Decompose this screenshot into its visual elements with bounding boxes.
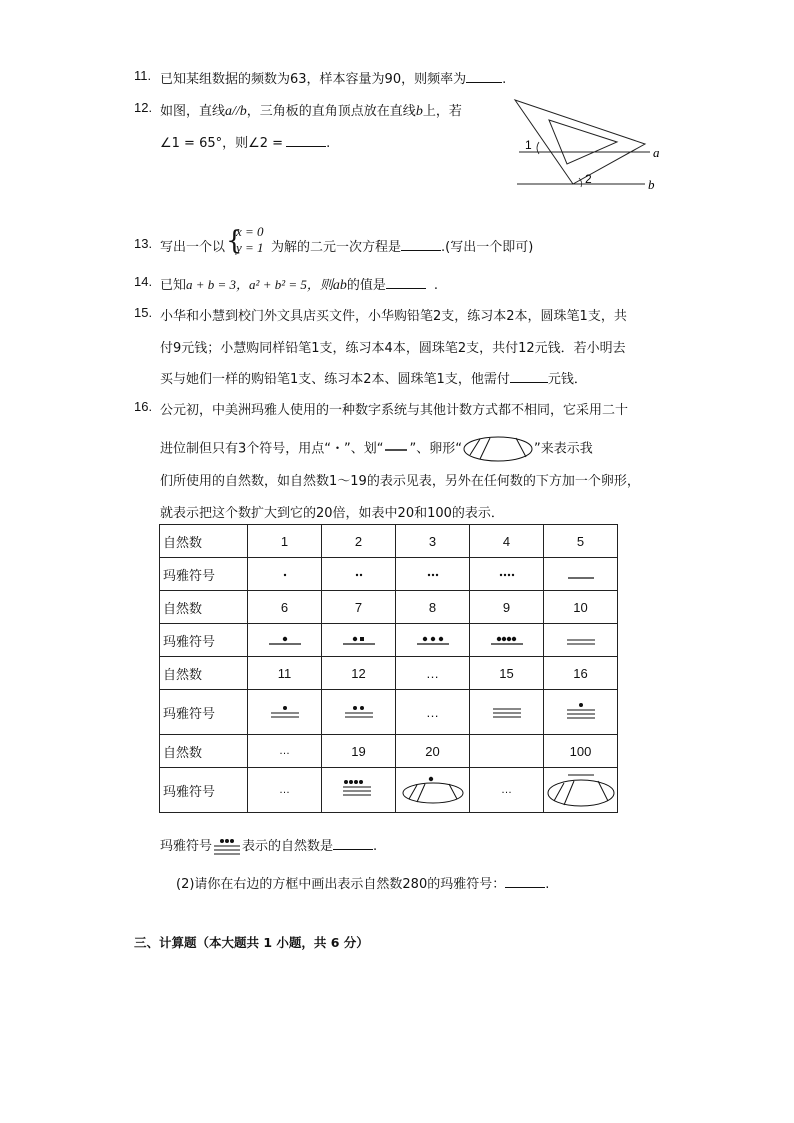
- q11-text: [160, 68, 506, 87]
- q16-sub2-text: (2)请你在右边的方框中画出表示自然数280的玛雅符号：: [176, 877, 506, 892]
- q16-line4: 就表示把这个数扩大到它的20倍，如表中20和100的表示．: [160, 506, 504, 521]
- label-a: a: [653, 145, 660, 160]
- maya-symbol-1: [248, 558, 322, 591]
- q13-rest: [271, 236, 533, 255]
- q14-var: ab: [332, 278, 347, 293]
- q14-answer-blank[interactable]: [386, 276, 426, 289]
- maya-query-symbol: [212, 838, 242, 856]
- q11-number: 11.: [134, 68, 152, 83]
- q16-line2-c: ”来表示我: [533, 441, 593, 457]
- maya-symbol-19: [322, 768, 396, 813]
- table-row: [160, 591, 618, 624]
- maya-symbol-15: [470, 690, 544, 735]
- row-label: 玛雅符号: [160, 624, 248, 657]
- maya-symbol-100: [544, 768, 618, 813]
- q11-stem: 已知某组数据的频数为63，样本容量为90，则频率为: [160, 72, 467, 87]
- table-cell: …: [396, 690, 470, 735]
- q13-number: 13.: [134, 236, 153, 251]
- q15-line1: 小华和小慧到校门外文具店买文件，小华购铅笔2支，练习本2本，圆珠笔1支，共: [160, 309, 627, 324]
- table-row: [160, 657, 618, 690]
- q16-number: 16.: [134, 399, 153, 414]
- table-cell: 7: [322, 591, 396, 624]
- q11-answer-blank[interactable]: [466, 70, 502, 83]
- table-cell: 1: [248, 525, 322, 558]
- maya-symbol-12: [322, 690, 396, 735]
- table-cell: 16: [544, 657, 618, 690]
- q14-number: 14.: [134, 274, 153, 289]
- q13-brace: {: [226, 226, 243, 256]
- table-cell: 10: [544, 591, 618, 624]
- maya-symbol-4: [470, 558, 544, 591]
- table-cell: 11: [248, 657, 322, 690]
- q16-sub1-b: 表示的自然数是: [242, 839, 334, 854]
- maya-symbol-10: [544, 624, 618, 657]
- table-cell: …: [470, 768, 544, 813]
- maya-symbol-8: [396, 624, 470, 657]
- q13-pre: 写出一个以: [160, 240, 226, 255]
- q16-sub1-blank[interactable]: [333, 837, 373, 850]
- q16-line1: 公元初，中美洲玛雅人使用的一种数字系统与其他计数方式都不相同，它采用二十: [160, 403, 629, 418]
- table-row: [160, 768, 618, 813]
- maya-bar-symbol: [383, 442, 409, 456]
- q15-number: 15.: [134, 305, 153, 320]
- table-cell: 6: [248, 591, 322, 624]
- row-label: 自然数: [160, 591, 248, 624]
- triangle-inner: [549, 120, 617, 164]
- maya-symbol-6: [248, 624, 322, 657]
- maya-symbol-3: [396, 558, 470, 591]
- table-cell: 20: [396, 735, 470, 768]
- maya-symbol-16: [544, 690, 618, 735]
- q12-end: .: [326, 136, 331, 151]
- q12-triangle-figure: [505, 92, 675, 192]
- q16-sub1: [160, 835, 377, 856]
- q12-text-a: 如图，直线: [160, 104, 226, 119]
- q13-eq1: x = 0: [236, 224, 264, 239]
- table-cell: 19: [322, 735, 396, 768]
- q12-line1: [160, 100, 462, 120]
- q13-post: 为解的二元一次方程是: [271, 240, 402, 255]
- table-cell: …: [396, 657, 470, 690]
- q12-text-c: 上，若: [422, 104, 462, 119]
- q16-line2-a: 进位制但只有3个符号，用点“・”、划“: [160, 441, 384, 457]
- q14-line: [160, 274, 438, 294]
- table-cell: 3: [396, 525, 470, 558]
- maya-shell-symbol: [462, 435, 534, 463]
- q15-line2: 付9元钱；小慧购同样铅笔1支，练习本4本，圆珠笔2支，共付12元钱．若小明去: [160, 341, 626, 356]
- q14-end: .: [433, 278, 439, 293]
- q15-line3-text: 买与她们一样的购铅笔1支、练习本2本、圆珠笔1支，他需付: [160, 372, 510, 387]
- row-label: 玛雅符号: [160, 768, 248, 813]
- triangle-outer: [515, 100, 645, 184]
- maya-symbol-7: [322, 624, 396, 657]
- row-label: 自然数: [160, 735, 248, 768]
- table-cell: 15: [470, 657, 544, 690]
- table-row: [160, 525, 618, 558]
- table-cell: 100: [544, 735, 618, 768]
- q11-end: .: [502, 72, 507, 87]
- q13-eq2: y = 1: [236, 240, 264, 255]
- maya-symbol-2: [322, 558, 396, 591]
- q15-line3: [160, 368, 587, 387]
- table-cell: 2: [322, 525, 396, 558]
- q16-sub1-end: .: [373, 839, 378, 854]
- q15-answer-blank[interactable]: [510, 370, 548, 383]
- q16-sub2-end: .: [545, 877, 550, 892]
- table-cell: …: [248, 735, 322, 768]
- q12-var-parallel: a//b: [225, 104, 247, 119]
- q13-line: [160, 236, 225, 255]
- label-b: b: [648, 177, 655, 192]
- q16-sub2-blank[interactable]: [505, 875, 545, 888]
- maya-table: [159, 524, 618, 813]
- table-row: [160, 624, 618, 657]
- q14-post: 的值是: [346, 278, 386, 293]
- q12-answer-blank[interactable]: [286, 134, 326, 147]
- q16-line2: [160, 435, 593, 463]
- row-label: 玛雅符号: [160, 558, 248, 591]
- table-cell: [470, 735, 544, 768]
- table-cell: 5: [544, 525, 618, 558]
- q15-line3-end: 元钱．: [547, 372, 587, 387]
- row-label: 自然数: [160, 525, 248, 558]
- q12-text-b: ，三角板的直角顶点放在直线: [246, 104, 416, 119]
- table-cell: 8: [396, 591, 470, 624]
- table-row: [160, 558, 618, 591]
- table-row: [160, 735, 618, 768]
- q16-sub2: [176, 873, 549, 892]
- table-cell: …: [248, 768, 322, 813]
- maya-symbol-20: [396, 768, 470, 813]
- table-cell: 4: [470, 525, 544, 558]
- label-1: 1: [525, 138, 532, 152]
- maya-symbol-5: [544, 558, 618, 591]
- q16-line3: 们所使用的自然数，如自然数1～19的表示见表，另外在任何数的下方加一个卵形，: [160, 474, 640, 489]
- table-cell: 12: [322, 657, 396, 690]
- q13-answer-blank[interactable]: [401, 238, 441, 251]
- table-row: [160, 690, 618, 735]
- section-heading: 三、计算题（本大题共 1 小题，共 6 分）: [134, 935, 369, 950]
- maya-symbol-9: [470, 624, 544, 657]
- q16-sub1-a: 玛雅符号: [160, 839, 213, 854]
- maya-symbol-11: [248, 690, 322, 735]
- q12-var-b: b: [415, 104, 423, 119]
- q12-number: 12.: [134, 100, 153, 115]
- q14-expr: a + b = 3，a² + b² = 5，则: [186, 277, 333, 292]
- q16-line2-b: ”、卵形“: [409, 441, 462, 457]
- label-2: 2: [585, 172, 592, 186]
- row-label: 玛雅符号: [160, 690, 248, 735]
- q14-pre: 已知: [160, 278, 187, 293]
- row-label: 自然数: [160, 657, 248, 690]
- q12-line2: [160, 132, 330, 151]
- q12-angle-text: ∠1 = 65°，则∠2 =: [160, 136, 284, 151]
- table-cell: 9: [470, 591, 544, 624]
- q13-end: .(写出一个即可): [441, 240, 534, 255]
